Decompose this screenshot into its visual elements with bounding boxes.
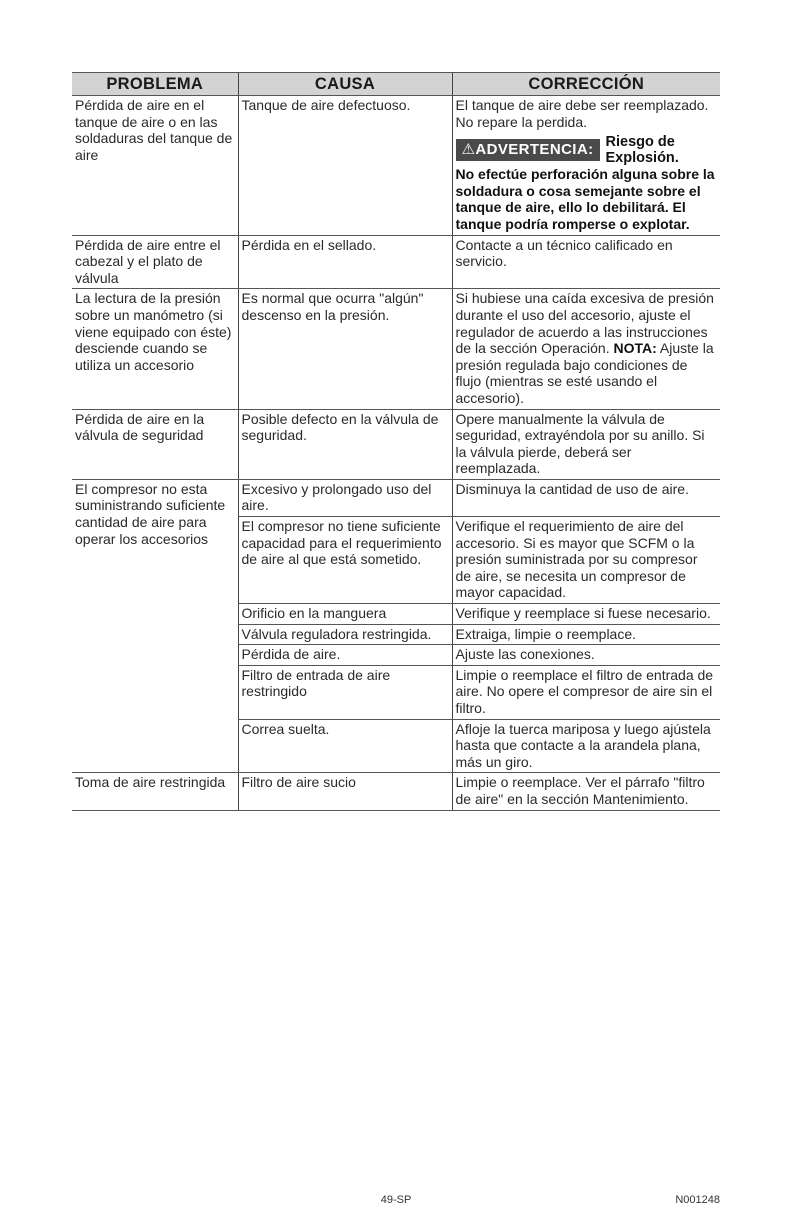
table-row	[72, 289, 720, 409]
correction-cell: Contacte a un técnico calificado en servicio.	[452, 235, 720, 289]
cause-cell: El compresor no tiene suficiente capacidad para el requerimiento de aire al que está sometido.	[238, 517, 452, 604]
table-row	[72, 96, 720, 236]
correction-cell: Limpie o reemplace el filtro de entrada de aire. No opere el compresor de aire sin el filtro.	[452, 665, 720, 719]
warning-label: ADVERTENCIA:	[475, 141, 594, 159]
problem-cell: Pérdida de aire en la válvula de seguridad	[72, 409, 238, 479]
cause-cell: Tanque de aire defectuoso.	[238, 96, 452, 236]
problem-cell: Toma de aire restringida	[72, 773, 238, 810]
correction-cell: Limpie o reemplace. Ver el párrafo "filtro de aire" en la sección Mantenimiento.	[452, 773, 720, 810]
problem-cell: Pérdida de aire entre el cabezal y el plato de válvula	[72, 235, 238, 289]
cause-cell: Pérdida de aire.	[238, 645, 452, 666]
cause-cell: Posible defecto en la válvula de seguridad.	[238, 409, 452, 479]
correction-cell: Disminuya la cantidad de uso de aire.	[452, 479, 720, 516]
cause-cell: Pérdida en el sellado.	[238, 235, 452, 289]
correction-cell	[452, 96, 720, 236]
warning-text: No efectúe perforación alguna sobre la soldadura o cosa semejante sobre el tanque de aire, ello lo debilitará. El tanque podría romperse o explotar.	[455, 166, 715, 232]
correction-cell: Ajuste las conexiones.	[452, 645, 720, 666]
warning-triangle-icon: ⚠	[461, 141, 476, 159]
table-row	[72, 773, 720, 810]
header-problem: PROBLEMA	[72, 73, 238, 96]
correction-cell: Extraiga, limpie o reemplace.	[452, 624, 720, 645]
correction-text: El tanque de aire debe ser reemplazado. No repare la perdida.	[455, 97, 709, 130]
correction-text: Si hubiese una caída excesiva de presión durante el uso del accesorio, ajuste el regulador de acuerdo a las instrucciones de la sección Operación.	[455, 290, 714, 357]
cause-cell: Válvula reguladora restringida.	[238, 624, 452, 645]
page-number: 49-SP	[380, 1194, 412, 1206]
header-row	[72, 73, 720, 96]
correction-cell: Afloje la tuerca mariposa y luego ajústela hasta que contacte a la arandela plana, más un giro.	[452, 719, 720, 773]
correction-cell	[452, 289, 720, 409]
warning-badge	[456, 139, 600, 161]
correction-cell: Opere manualmente la válvula de seguridad, extrayéndola por su anillo. Si la válvula pierde, deberá ser reemplazada.	[452, 409, 720, 479]
warning-block	[456, 134, 717, 232]
cause-cell: Excesivo y prolongado uso del aire.	[238, 479, 452, 516]
cause-cell: Filtro de aire sucio	[238, 773, 452, 810]
cause-cell: Correa suelta.	[238, 719, 452, 773]
cause-cell: Orificio en la manguera	[238, 604, 452, 625]
correction-cell: Verifique y reemplace si fuese necesario.	[452, 604, 720, 625]
table-row	[72, 235, 720, 289]
problem-cell: El compresor no esta suministrando suficiente cantidad de aire para operar los accesorios	[72, 479, 238, 773]
troubleshooting-table	[72, 72, 720, 811]
header-cause: CAUSA	[238, 73, 452, 96]
problem-cell: La lectura de la presión sobre un manómetro (si viene equipado con éste) desciende cuando se utiliza un accesorio	[72, 289, 238, 409]
cause-cell: Filtro de entrada de aire restringido	[238, 665, 452, 719]
note-label: NOTA:	[613, 340, 657, 357]
correction-cell: Verifique el requerimiento de aire del accesorio. Si es mayor que SCFM o la presión suministrada por su compresor de aire, se necesita un compresor de mayor capacidad.	[452, 517, 720, 604]
table-row	[72, 479, 720, 516]
table-row	[72, 409, 720, 479]
header-correction: CORRECCIÓN	[452, 73, 720, 96]
document-code: N001248	[675, 1194, 720, 1206]
problem-cell: Pérdida de aire en el tanque de aire o en las soldaduras del tanque de aire	[72, 96, 238, 236]
cause-cell: Es normal que ocurra "algún" descenso en la presión.	[238, 289, 452, 409]
correction-note-text: Ajuste la presión regulada bajo condiciones de flujo (mientras se esté usando el accesorio).	[455, 340, 714, 406]
warning-risk: Riesgo de Explosión.	[605, 134, 679, 167]
